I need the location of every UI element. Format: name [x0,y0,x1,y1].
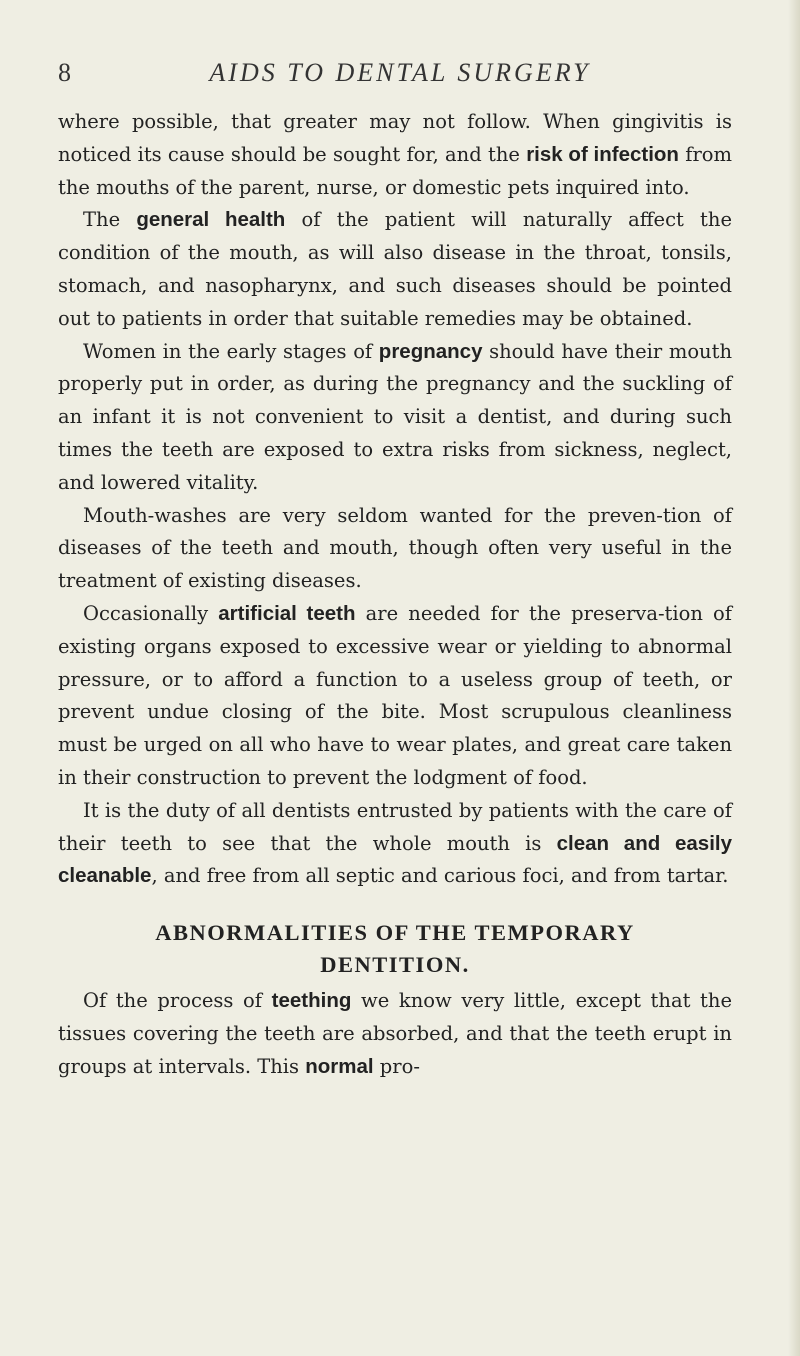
keyword-teething: teething [271,989,352,1013]
text-run: Of the process of [83,989,272,1013]
text-run: , and free from all septic and carious foci, and from tartar. [151,864,729,888]
paragraph-risk-of-infection [58,106,732,204]
paragraph-mouth-washes: Mouth-washes are very seldom wanted for the preven-tion of diseases of the teeth and mouth, though often very useful in the treatment of existing diseases. [58,503,732,593]
paragraph-general-health [58,204,732,335]
text-run: It is the duty of all dentists entrusted by patients with the care of their teeth to see that the whole mouth is [58,798,732,855]
page-edge-shadow [788,0,800,1356]
keyword-general-health: general health [136,208,286,232]
keyword-normal: normal [305,1054,374,1078]
running-title: AIDS TO DENTAL SURGERY [209,58,591,87]
text-run: we know very little, except that the tissues covering the teeth are absorbed, and that the teeth erupt in groups at intervals. This [58,989,732,1078]
text-run: should have their mouth properly put in order, as during the pregnancy and the suckling of an infant it is not convenient to visit a dentist, and during such times the teeth are exposed to extra risks from sickness, neglect, and lowered vitality. [58,339,733,494]
paragraph-teething [58,985,732,1083]
keyword-artificial-teeth: artificial teeth [218,601,356,625]
page-header [50,58,750,94]
text-run: of the patient will naturally affect the condition of the mouth, as will also disease in the throat, tonsils, stomach, and nasopharynx, and such diseases should be pointed out to patients in order that suitable remedies may be obtained. [58,208,732,330]
paragraph-duty-of-dentists [58,795,732,893]
text-run: Women in the early stages of [83,339,379,363]
section-heading [58,917,732,981]
keyword-pregnancy: pregnancy [378,339,483,363]
text-run: pro- [373,1054,420,1078]
section-heading-line-2: DENTITION. [320,952,470,978]
paragraph-artificial-teeth [58,598,732,795]
text-run: Occasionally [83,601,219,625]
text-run: The [83,208,137,232]
section-heading-line-1: ABNORMALITIES OF THE TEMPORARY [155,920,635,946]
body-text [58,106,732,1084]
paragraph-pregnancy [58,336,732,500]
text-run: from the mouths of the parent, nurse, or domestic pets inquired into. [58,142,733,199]
text-run: where possible, that greater may not follow. When gingivitis is noticed its cause should be sought for, and the [58,110,732,166]
keyword-risk-of-infection: risk of infection [526,142,679,166]
text-run: are needed for the preserva-tion of existing organs exposed to excessive wear or yielding to abnormal pressure, or to afford a function to a useless group of teeth, or prevent undue closing of the bite. Most scrupulous cleanliness must be urged on all who have to wear plates, and great care taken in their construction to prevent the lodgment of food. [58,601,733,789]
page-number: 8 [58,58,71,87]
keyword-clean-and-easily-cleanable: clean and easily cleanable [58,831,732,888]
